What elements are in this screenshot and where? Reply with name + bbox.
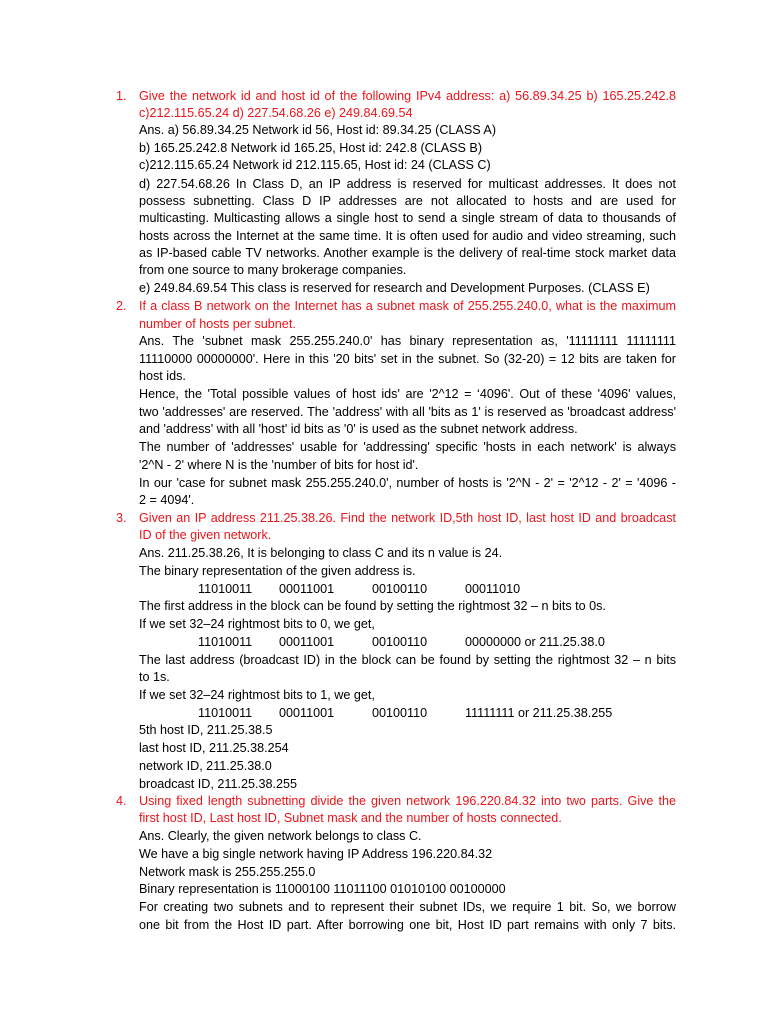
q3-binary-octet: 00100110 [372,635,428,649]
q2-number: 2. [116,299,127,313]
q1-answer-line: from one source to many brokerage companies. [139,263,407,277]
q1-answer-line: possess subnetting. Class D IP addresses are not allocated to hosts and are used for [139,194,676,208]
q2-answer-line: Ans. The 'subnet mask 255.255.240.0' has binary representation as, '11111111 11111111 [139,334,676,348]
q2-answer-line: The number of 'addresses' usable for 'addressing' specific 'hosts in each network' is always [139,440,676,454]
q3-binary-octet: 00011001 [279,635,335,649]
q1-answer-line: as IP-based cable TV networks. Another example is the delivery of real-time stock market data [139,246,676,260]
q4-answer-line: Network mask is 255.255.255.0 [139,865,316,879]
q4-question-line: first host ID, Last host ID, Subnet mask and the number of hosts connected. [139,811,562,825]
q1-question-line: c)212.115.65.24 d) 227.54.68.26 e) 249.84.69.54 [139,106,413,120]
q1-question-line: Give the network id and host id of the following IPv4 address: a) 56.89.34.25 b) 165.25.242.8 [139,89,676,103]
q3-binary-octet: 00011010 [465,582,521,596]
q3-number: 3. [116,511,127,525]
q3-answer-line: network ID, 211.25.38.0 [139,759,272,773]
q2-answer-line: In our 'case for subnet mask 255.255.240.0', number of hosts is '2^N - 2' = '2^12 - 2' = '4096 - [139,476,676,490]
q3-binary-octet: 00011001 [279,582,335,596]
q1-answer-line: e) 249.84.69.54 This class is reserved for research and Development Purposes. (CLASS E) [139,281,650,295]
q4-answer-line: Binary representation is 11000100 11011100 01010100 00100000 [139,882,506,896]
q2-answer-line: 2 = 4094'. [139,493,195,507]
q1-answer-line: multicasting. Multicasting allows a single host to send a single stream of data to thousands of [139,211,676,225]
q3-answer-line: broadcast ID, 211.25.38.255 [139,777,297,791]
q3-binary-octet: 00100110 [372,706,428,720]
q3-answer-line: The first address in the block can be found by setting the rightmost 32 – n bits to 0s. [139,599,606,613]
q2-answer-line: host ids. [139,369,186,383]
q2-question-line: number of hosts per subnet. [139,317,296,331]
q3-binary-octet: 00011001 [279,706,335,720]
q4-number: 4. [116,794,127,808]
q3-binary-octet: 11010011 [198,635,253,649]
q3-question-line: ID of the given network. [139,528,272,542]
q3-binary-octet: 11010011 [198,706,253,720]
q2-answer-line: 11110000 00000000'. Here in this '20 bits' set in the subnet. So (32-20) = 12 bits are taken for [139,352,676,366]
q4-answer-line: For creating two subnets and to represent their subnet IDs, we require 1 bit. So, we borrow [139,900,676,914]
q2-answer-line: Hence, the 'Total possible values of host ids' are '2^12 = ‘4096'. Out of these '4096' values, [139,387,676,401]
q3-answer-line: The binary representation of the given address is. [139,564,416,578]
q4-question-line: Using fixed length subnetting divide the given network 196.220.84.32 into two parts. Give the [139,794,676,808]
q1-answer-line: c)212.115.65.24 Network id 212.115.65, Host id: 24 (CLASS C) [139,158,491,172]
q3-answer-line: last host ID, 211.25.38.254 [139,741,289,755]
q3-binary-octet: 00000000 or 211.25.38.0 [465,635,605,649]
q1-answer-line: Ans. a) 56.89.34.25 Network id 56, Host id: 89.34.25 (CLASS A) [139,123,497,137]
q3-question-line: Given an IP address 211.25.38.26. Find the network ID,5th host ID, last host ID and broadcast [139,511,676,525]
q2-answer-line: and 'address' with all 'host' id bits as '0' is used as the subnet network address. [139,422,578,436]
q2-answer-line: '2^N - 2' where N is the 'number of bits for host id'. [139,458,419,472]
q3-binary-octet: 11010011 [198,582,253,596]
q3-answer-line: to 1s. [139,670,170,684]
q3-binary-octet: 11111111 or 211.25.38.255 [465,706,613,720]
q1-answer-line: d) 227.54.68.26 In Class D, an IP address is reserved for multicast addresses. It does not [139,177,676,191]
q3-binary-octet: 00100110 [372,582,428,596]
q2-question-line: If a class B network on the Internet has a subnet mask of 255.255.240.0, what is the maximum [139,299,676,313]
q3-answer-line: The last address (broadcast ID) in the block can be found by setting the rightmost 32 – n bits [139,653,676,667]
q4-answer-line: one bit from the Host ID part. After borrowing one bit, Host ID part remains with only 7 bits. [139,918,676,932]
q2-answer-line: two 'addresses' are reserved. The 'address' with all 'bits as 1' is reserved as 'broadcast address' [139,405,676,419]
q3-answer-line: Ans. 211.25.38.26, It is belonging to class C and its n value is 24. [139,546,503,560]
q4-answer-line: We have a big single network having IP Address 196.220.84.32 [139,847,493,861]
q1-answer-line: hosts across the Internet at the same time. It is often used for audio and video streaming, such [139,229,676,243]
q3-answer-line: If we set 32–24 rightmost bits to 0, we get, [139,617,375,631]
q1-number: 1. [116,89,127,103]
q4-answer-line: Ans. Clearly, the given network belongs to class C. [139,829,422,843]
q1-answer-line: b) 165.25.242.8 Network id 165.25, Host id: 242.8 (CLASS B) [139,141,483,155]
q3-answer-line: If we set 32–24 rightmost bits to 1, we get, [139,688,375,702]
q3-answer-line: 5th host ID, 211.25.38.5 [139,723,273,737]
